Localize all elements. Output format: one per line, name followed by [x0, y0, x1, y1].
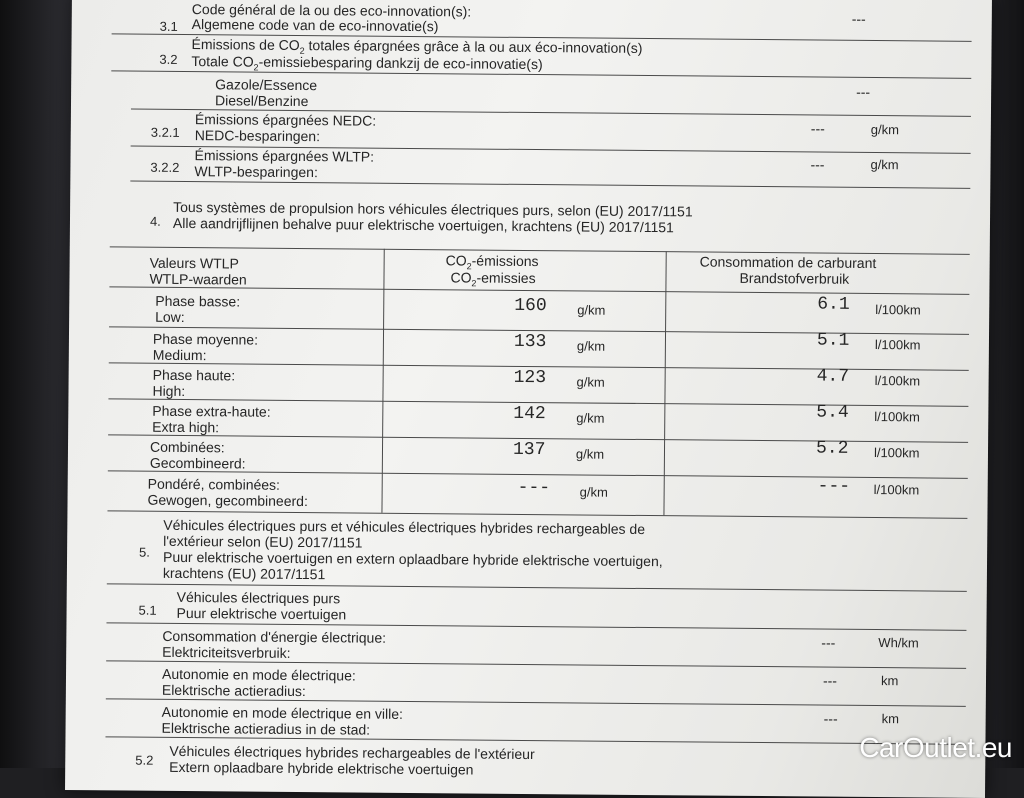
row-label-nl: Low:	[155, 308, 185, 325]
item-value: ---	[823, 710, 838, 727]
section-3-1-number: 3.1	[159, 18, 178, 34]
item-unit: km	[881, 711, 900, 727]
item-label-nl: Elektriciteitsverbruik:	[162, 643, 291, 661]
fuel-unit: l/100km	[874, 409, 920, 425]
item-label-nl: Elektrische actieradius:	[161, 681, 306, 700]
co2-value: 160	[514, 295, 547, 317]
section-3-2-2-value: ---	[810, 156, 825, 173]
fuel-unit: l/100km	[874, 337, 921, 353]
section-3-2-number: 3.2	[159, 51, 178, 67]
section-3-2-1-number: 3.2.1	[150, 124, 180, 140]
row-label-fr: Pondéré, combinées:	[147, 475, 281, 493]
section-5-1-number: 5.1	[138, 602, 157, 618]
co2-unit: g/km	[576, 338, 606, 354]
section-3-2-1-unit: g/km	[870, 121, 900, 138]
fuel-value: 5.2	[815, 438, 849, 459]
fuel-value: ---	[817, 476, 851, 497]
fuel-header-fr: Consommation de carburant	[699, 253, 877, 272]
section-3-2-2-unit: g/km	[870, 156, 899, 173]
table-header-nl: WTLP-waarden	[149, 270, 247, 288]
fuel-type-nl: Diesel/Benzine	[214, 92, 309, 110]
row-label-nl: Gecombineerd:	[149, 454, 246, 472]
section-5-number: 5.	[139, 544, 151, 560]
row-label-fr: Combinées:	[149, 438, 225, 456]
item-unit: Wh/km	[878, 635, 919, 651]
fuel-header-nl: Brandstofverbruik	[739, 269, 850, 287]
section-5-fr-line1: Véhicules électriques purs et véhicules électriques hybrides rechargeables de	[163, 516, 646, 538]
section-3-2-2-nl: WLTP-besparingen:	[194, 163, 318, 181]
section-3-2-1-fr: Émissions épargnées NEDC:	[194, 111, 377, 129]
section-5-2-nl: Extern oplaadbare hybride elektrische voertuigen	[169, 758, 474, 778]
fuel-value: 5.1	[816, 330, 850, 351]
row-label-nl: High:	[152, 382, 186, 400]
fuel-unit: l/100km	[875, 302, 921, 318]
co2-value: 133	[513, 331, 547, 353]
section-5-2-number: 5.2	[135, 752, 154, 768]
section-5-fr-line2: l'extérieur selon (EU) 2017/1151	[163, 532, 363, 551]
document-page	[65, 0, 992, 798]
co2-header-fr: $CO_2$-émissions	[445, 252, 539, 272]
section-3-1-value: ---	[851, 10, 866, 27]
item-label-nl: Elektrische actieradius in de stad:	[161, 719, 371, 738]
watermark-logo: CarOutlet.eu	[859, 732, 1012, 763]
co2-unit: g/km	[576, 410, 605, 426]
section-5-2-fr: Véhicules électriques hybrides rechargeables de l'extérieur	[169, 742, 535, 763]
row-label-fr: Phase extra-haute:	[152, 402, 271, 420]
fuel-value: 6.1	[817, 294, 850, 315]
fuel-unit: l/100km	[873, 445, 920, 461]
co2-value: ---	[517, 477, 551, 499]
item-label-fr: Autonomie en mode électrique en ville:	[161, 703, 404, 722]
section-3-1-nl: Algemene code van de eco-innovatie(s)	[191, 16, 439, 35]
co2-unit: g/km	[577, 302, 606, 318]
table-header-fr: Valeurs WTLP	[149, 254, 239, 272]
co2-value: 123	[513, 367, 547, 389]
section-3-1-fr: Code général de la ou des eco-innovation(s):	[191, 1, 472, 20]
co2-value: 142	[513, 403, 546, 425]
row-label-nl: Extra high:	[152, 418, 220, 436]
section-5-nl-line2: krachtens (EU) 2017/1151	[162, 564, 326, 583]
row-label-fr: Phase basse:	[155, 292, 241, 310]
item-value: ---	[821, 634, 836, 651]
row-label-fr: Phase haute:	[152, 366, 236, 384]
co2-unit: g/km	[575, 446, 605, 462]
section-5-nl-line1: Puur elektrische voertuigen en extern oplaadbare hybride elektrische voertuigen,	[162, 548, 663, 570]
item-label-fr: Autonomie en mode électrique:	[161, 665, 356, 684]
row-label-nl: Medium:	[152, 346, 207, 364]
item-unit: km	[880, 673, 899, 689]
row-label-nl: Gewogen, gecombineerd:	[147, 491, 308, 510]
item-value: ---	[822, 672, 838, 689]
item-label-fr: Consommation d'énergie électrique:	[162, 627, 387, 646]
section-4-nl: Alle aandrijflijnen behalve puur elektrische voertuigen, krachtens (EU) 2017/1151	[172, 214, 674, 236]
section-3-2-fr: Émissions de $CO_2$ totales épargnées grâce à la ou aux éco-innovation(s)	[191, 36, 643, 56]
co2-unit: g/km	[576, 374, 605, 390]
fuel-value: 5.4	[816, 402, 849, 423]
section-5-1-fr: Véhicules électriques purs	[176, 588, 341, 607]
section-4-fr: Tous systèmes de propulsion hors véhicules électriques purs, selon (EU) 2017/1151	[173, 198, 693, 220]
section-5-1-nl: Puur elektrische voertuigen	[176, 604, 347, 623]
section-3-2-1-value: ---	[810, 120, 825, 137]
section-3-2-nl: Totale $CO_2$-emissiebesparing dankzij de eco-innovatie(s)	[191, 53, 543, 73]
fuel-type-fr: Gazole/Essence	[215, 76, 318, 94]
co2-unit: g/km	[579, 484, 608, 500]
section-4-number: 4.	[149, 213, 161, 229]
co2-value: 137	[512, 439, 546, 461]
fuel-unit: l/100km	[874, 373, 921, 389]
co2-header-nl: $CO_2$-emissies	[450, 269, 536, 289]
section-3-2-1-nl: NEDC-besparingen:	[194, 127, 321, 145]
section-3-2-value: ---	[856, 83, 871, 100]
section-3-2-2-fr: Émissions épargnées WLTP:	[194, 147, 375, 165]
fuel-value: 4.7	[816, 366, 850, 387]
fuel-unit: l/100km	[873, 482, 920, 498]
row-label-fr: Phase moyenne:	[152, 330, 259, 348]
section-3-2-2-number: 3.2.2	[150, 159, 180, 175]
